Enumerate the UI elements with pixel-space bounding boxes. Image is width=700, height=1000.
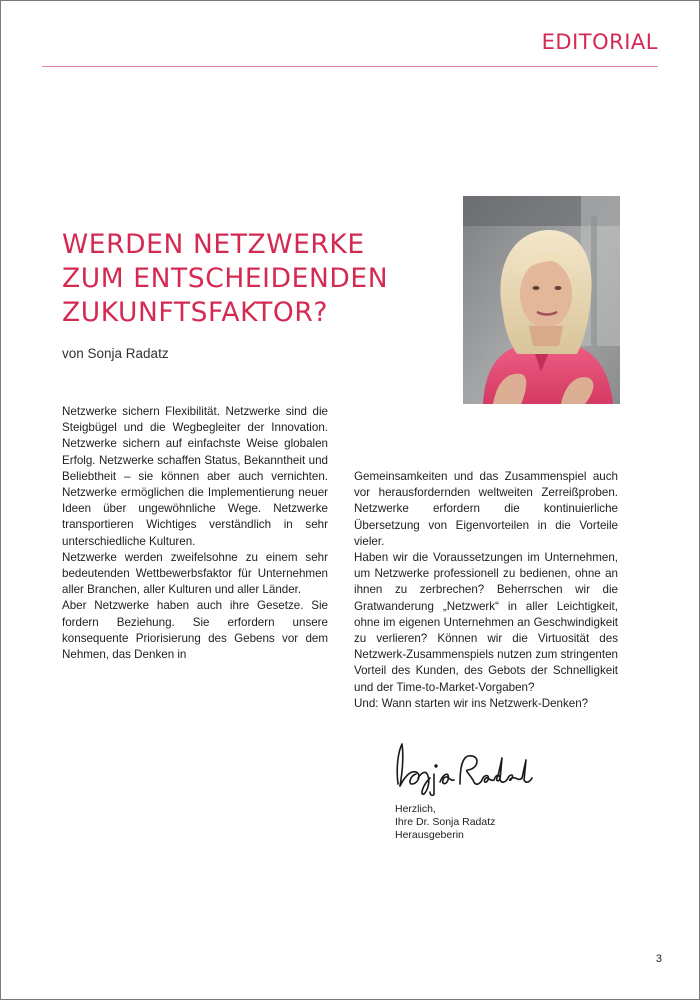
signoff-role: Herausgeberin xyxy=(395,829,464,841)
page-number: 3 xyxy=(655,953,662,965)
headline-line-3: ZUKUNFTSFAKTOR? xyxy=(62,297,329,328)
body-paragraph: Aber Netzwerke haben auch ihre Gesetze. Sie fordern Beziehung. Sie erfordern unsere konsequente Priorisierung des Gebens vor dem Nehmen, das Denken in xyxy=(62,599,328,662)
article-column-left xyxy=(62,404,328,663)
body-paragraph: Gemeinsamkeiten und das Zusammenspiel auch vor herausfordernden weltweiten Zerreißproben. Netzwerke erfordern die kontinuierliche Übersetzung von Eigenvorteilen in die Vorteile vieler. xyxy=(354,470,618,548)
section-label: EDITORIAL xyxy=(541,30,658,54)
handwritten-signature xyxy=(388,738,538,796)
body-paragraph: Und: Wann starten wir ins Netzwerk-Denken? xyxy=(354,696,589,710)
body-paragraph: Netzwerke werden zweifelsohne zu einem sehr bedeutenden Wettbewerbsfaktor für Unternehmen aller Branchen, aller Kulturen und aller Länder. xyxy=(62,550,328,597)
author-portrait xyxy=(463,196,620,404)
body-paragraph: Haben wir die Voraussetzungen im Unternehmen, um Netzwerke professionell zu bedienen, ohne an ihnen zu zerbrechen? Beherrschen wir die Gratwanderung „Netzwerk“ in aller Leichtigkeit, ohne im eigenen Unternehmen an Geschwindigkeit zu verlieren? Können wir die Virtuosität des Netzwerk-Zusammenspiels nutzen zum stringenten Vorteil des Kunden, des Gebots der Schnelligkeit und der Time-to-Market-Vorgaben? xyxy=(354,551,618,694)
headline-line-1: WERDEN NETZWERKE xyxy=(62,229,365,260)
signoff-greeting: Herzlich, xyxy=(395,803,436,815)
signoff-name: Ihre Dr. Sonja Radatz xyxy=(395,816,496,828)
headline-line-2: ZUM ENTSCHEIDENDEN xyxy=(62,263,389,294)
body-paragraph: Netzwerke sichern Flexibilität. Netzwerke sind die Steigbügel und die Wegbegleiter der Innovation. Netzwerke sichern auf einfachste Weise globalen Erfolg. Netzwerke schaffen Status, Bekanntheit und Beliebtheit – sie können aber auch vernichten. Netzwerke ermöglichen die Implementierung neuer Ideen über ungewöhnliche Wege. Netzwerke transportieren Wichtiges verständlich in sehr unterschiedliche Kulturen. xyxy=(62,405,328,548)
article-headline xyxy=(62,228,442,330)
signoff-block xyxy=(395,803,495,842)
header-divider xyxy=(42,66,658,67)
author-byline: von Sonja Radatz xyxy=(62,346,169,361)
article-column-right xyxy=(354,469,618,712)
